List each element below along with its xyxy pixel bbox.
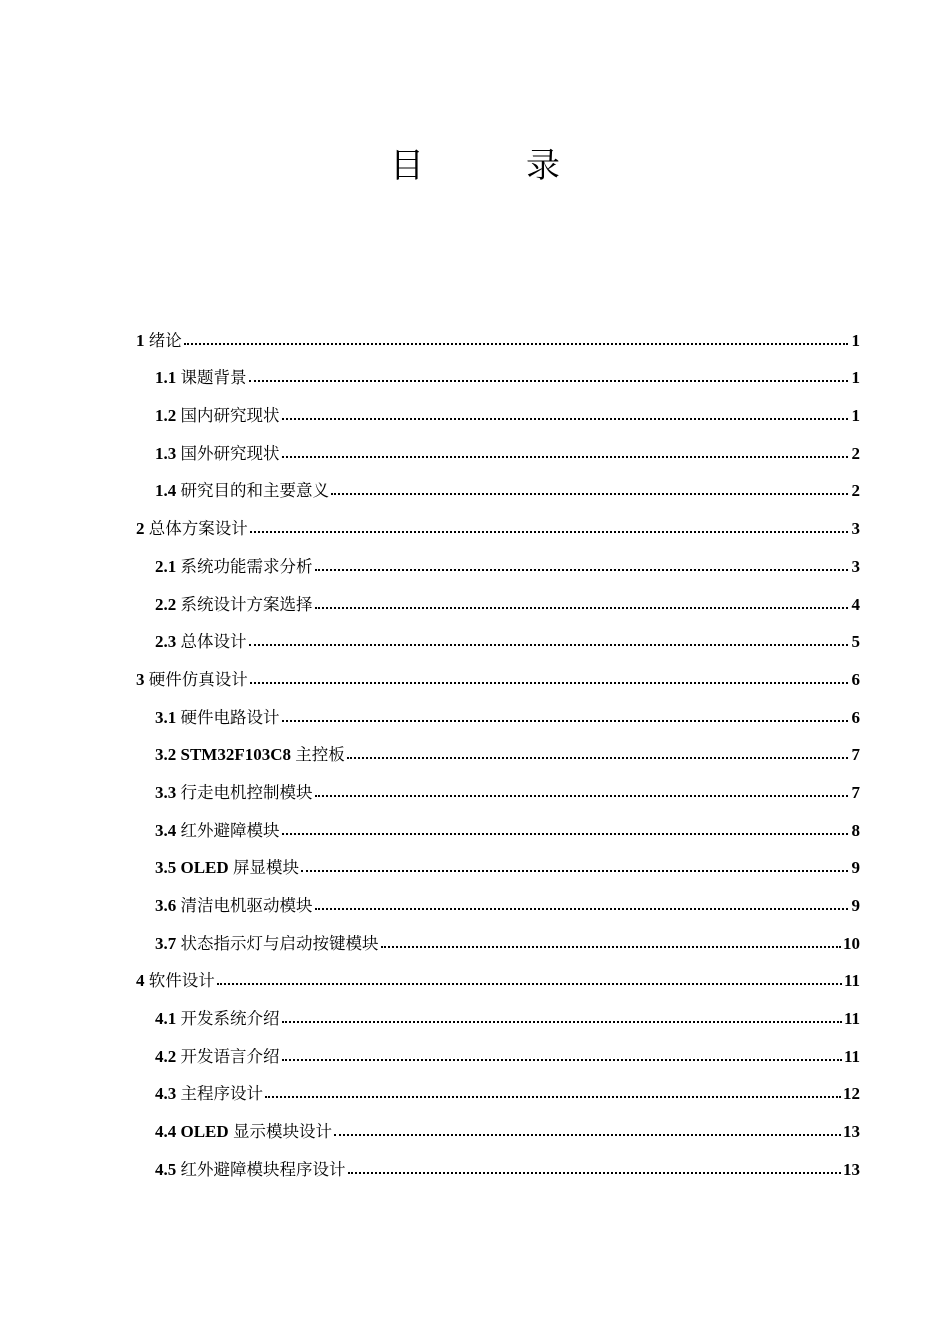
toc-entry-title: 总体设计 bbox=[180, 632, 247, 652]
page-title: 目 录 bbox=[390, 146, 594, 186]
toc-entry-title: 行走电机控制模块 bbox=[180, 782, 313, 802]
toc-entry-number: 3.6 bbox=[155, 896, 177, 915]
toc-entry-page-number: 2 bbox=[851, 481, 860, 501]
toc-entry[interactable] bbox=[136, 1067, 860, 1105]
toc-entry[interactable] bbox=[136, 765, 860, 803]
toc-entry[interactable] bbox=[136, 501, 860, 539]
toc-entry-number: 3.7 bbox=[155, 933, 177, 953]
dot-leader bbox=[347, 757, 848, 759]
toc-entry[interactable] bbox=[136, 728, 860, 766]
toc-entry[interactable] bbox=[136, 916, 860, 954]
table-of-contents bbox=[136, 313, 860, 1180]
toc-entry-label bbox=[155, 440, 280, 464]
dot-leader bbox=[334, 1134, 841, 1136]
toc-entry-title: 清洁电机驱动模块 bbox=[180, 896, 313, 915]
toc-entry-page-number: 2 bbox=[851, 443, 860, 463]
toc-entry-label bbox=[155, 704, 280, 728]
dot-leader bbox=[315, 908, 849, 910]
dot-leader bbox=[301, 870, 848, 872]
toc-entry-title: 总体方案设计 bbox=[148, 519, 248, 539]
toc-entry[interactable] bbox=[136, 1142, 860, 1180]
toc-entry[interactable] bbox=[136, 954, 860, 992]
dot-leader bbox=[348, 1172, 842, 1174]
toc-entry-number: 3.1 bbox=[155, 707, 177, 727]
toc-entry-number: 3.2 bbox=[155, 745, 177, 765]
toc-entry-number: 1.3 bbox=[155, 443, 177, 463]
toc-entry-label bbox=[155, 930, 379, 954]
toc-entry-page-number: 1 bbox=[851, 330, 860, 350]
toc-entry-title: 硬件电路设计 bbox=[180, 707, 280, 727]
toc-entry-title: 研究目的和主要意义 bbox=[180, 481, 329, 501]
toc-entry-page-number: 7 bbox=[851, 745, 860, 765]
toc-entry[interactable] bbox=[136, 991, 860, 1029]
toc-entry-number: 2.3 bbox=[155, 632, 177, 652]
dot-leader bbox=[217, 983, 842, 985]
toc-entry-page-number: 1 bbox=[851, 368, 860, 388]
toc-entry-title: 课题背景 bbox=[180, 368, 247, 388]
dot-leader bbox=[249, 380, 849, 382]
toc-entry-number: 3.4 bbox=[155, 820, 177, 840]
toc-entry-label bbox=[155, 1156, 346, 1180]
toc-entry[interactable] bbox=[136, 464, 860, 502]
toc-entry-label bbox=[155, 553, 313, 577]
toc-entry-page-number: 6 bbox=[851, 669, 860, 689]
toc-entry-number: 1.2 bbox=[155, 406, 177, 426]
dot-leader bbox=[282, 833, 849, 835]
toc-entry-label bbox=[155, 741, 345, 765]
toc-entry-number: 3.3 bbox=[155, 782, 177, 802]
toc-entry-page-number: 9 bbox=[851, 896, 860, 915]
toc-entry-title: 系统设计方案选择 bbox=[180, 594, 313, 614]
toc-entry-title: 开发系统介绍 bbox=[180, 1009, 280, 1029]
dot-leader bbox=[282, 418, 849, 420]
toc-entry-page-number: 13 bbox=[843, 1159, 860, 1179]
dot-leader bbox=[249, 644, 849, 646]
toc-entry-page-number: 7 bbox=[851, 782, 860, 802]
toc-entry[interactable] bbox=[136, 1104, 860, 1142]
toc-entry[interactable] bbox=[136, 539, 860, 577]
toc-entry-title: 开发语言介绍 bbox=[180, 1046, 280, 1066]
dot-leader bbox=[282, 1059, 842, 1061]
toc-entry[interactable] bbox=[136, 388, 860, 426]
toc-entry-page-number: 4 bbox=[851, 594, 860, 614]
toc-entry-label bbox=[155, 628, 247, 652]
toc-entry-number: 4.1 bbox=[155, 1009, 177, 1029]
toc-entry-number: 2.2 bbox=[155, 594, 177, 614]
toc-entry-label bbox=[155, 1005, 280, 1029]
toc-entry[interactable] bbox=[136, 841, 860, 879]
toc-entry-number: 3 bbox=[136, 669, 145, 689]
dot-leader bbox=[282, 720, 849, 722]
toc-entry-page-number: 9 bbox=[851, 858, 860, 878]
toc-entry[interactable] bbox=[136, 426, 860, 464]
toc-entry-page-number: 11 bbox=[843, 1009, 860, 1029]
toc-entry-label bbox=[155, 1080, 263, 1104]
toc-entry[interactable] bbox=[136, 615, 860, 653]
toc-entry-label bbox=[155, 591, 313, 615]
dot-leader bbox=[381, 946, 842, 948]
dot-leader bbox=[315, 569, 849, 571]
toc-entry-title: 主程序设计 bbox=[180, 1084, 263, 1104]
toc-entry[interactable] bbox=[136, 803, 860, 841]
toc-entry-title: 绪论 bbox=[148, 330, 182, 350]
toc-entry[interactable] bbox=[136, 313, 860, 351]
toc-entry-page-number: 11 bbox=[843, 971, 860, 991]
toc-entry[interactable] bbox=[136, 690, 860, 728]
toc-entry-title: 红外避障模块程序设计 bbox=[180, 1159, 346, 1179]
dot-leader bbox=[265, 1096, 841, 1098]
toc-entry-title: 国内研究现状 bbox=[180, 406, 280, 426]
toc-entry-number: 4.4 bbox=[155, 1122, 177, 1142]
toc-entry-label bbox=[155, 817, 280, 841]
toc-entry-page-number: 3 bbox=[851, 556, 860, 576]
toc-entry-label bbox=[155, 854, 299, 878]
toc-entry-label bbox=[155, 1043, 280, 1067]
toc-entry-page-number: 3 bbox=[851, 519, 860, 539]
toc-entry-label bbox=[155, 892, 313, 916]
toc-entry-label bbox=[155, 364, 247, 388]
toc-entry-number: 1.1 bbox=[155, 368, 177, 388]
toc-entry-label bbox=[136, 967, 215, 991]
toc-entry-title: OLED 屏显模块 bbox=[180, 858, 299, 878]
toc-entry-title: 硬件仿真设计 bbox=[148, 669, 248, 689]
toc-entry-number: 1 bbox=[136, 330, 145, 350]
dot-leader bbox=[184, 343, 848, 345]
toc-entry-label bbox=[155, 402, 280, 426]
toc-entry-number: 1.4 bbox=[155, 481, 177, 501]
toc-entry-title: STM32F103C8 主控板 bbox=[180, 745, 345, 765]
toc-entry-number: 4.2 bbox=[155, 1046, 177, 1066]
dot-leader bbox=[250, 531, 848, 533]
toc-entry-label bbox=[136, 515, 248, 539]
toc-entry-page-number: 10 bbox=[843, 933, 860, 953]
toc-entry-label bbox=[136, 327, 182, 351]
toc-entry-title: 软件设计 bbox=[148, 971, 215, 991]
toc-entry-page-number: 1 bbox=[851, 406, 860, 426]
toc-entry-label bbox=[155, 477, 329, 501]
toc-entry-title: 状态指示灯与启动按键模块 bbox=[180, 933, 379, 953]
dot-leader bbox=[250, 682, 848, 684]
toc-entry-label bbox=[155, 779, 313, 803]
toc-entry-title: OLED 显示模块设计 bbox=[180, 1122, 332, 1142]
toc-entry[interactable] bbox=[136, 577, 860, 615]
toc-entry-page-number: 6 bbox=[851, 707, 860, 727]
toc-entry-page-number: 11 bbox=[843, 1046, 860, 1066]
toc-entry-number: 4.3 bbox=[155, 1084, 177, 1104]
toc-entry-number: 4.5 bbox=[155, 1159, 177, 1179]
toc-entry-page-number: 13 bbox=[843, 1122, 860, 1142]
dot-leader bbox=[315, 607, 849, 609]
toc-entry-label bbox=[136, 666, 248, 690]
toc-entry-page-number: 8 bbox=[851, 820, 860, 840]
toc-entry[interactable] bbox=[136, 1029, 860, 1067]
toc-entry[interactable] bbox=[136, 878, 860, 916]
dot-leader bbox=[331, 493, 848, 495]
toc-entry-number: 2 bbox=[136, 519, 145, 539]
toc-entry-number: 3.5 bbox=[155, 858, 177, 878]
toc-entry[interactable] bbox=[136, 652, 860, 690]
toc-entry-title: 红外避障模块 bbox=[180, 820, 280, 840]
toc-entry[interactable] bbox=[136, 351, 860, 389]
toc-entry-page-number: 12 bbox=[843, 1084, 860, 1104]
toc-entry-number: 4 bbox=[136, 971, 145, 991]
dot-leader bbox=[315, 795, 849, 797]
toc-entry-label bbox=[155, 1118, 332, 1142]
toc-entry-number: 2.1 bbox=[155, 556, 177, 576]
toc-entry-page-number: 5 bbox=[851, 632, 860, 652]
dot-leader bbox=[282, 456, 849, 458]
toc-entry-title: 国外研究现状 bbox=[180, 443, 280, 463]
dot-leader bbox=[282, 1021, 842, 1023]
toc-entry-title: 系统功能需求分析 bbox=[180, 556, 313, 576]
